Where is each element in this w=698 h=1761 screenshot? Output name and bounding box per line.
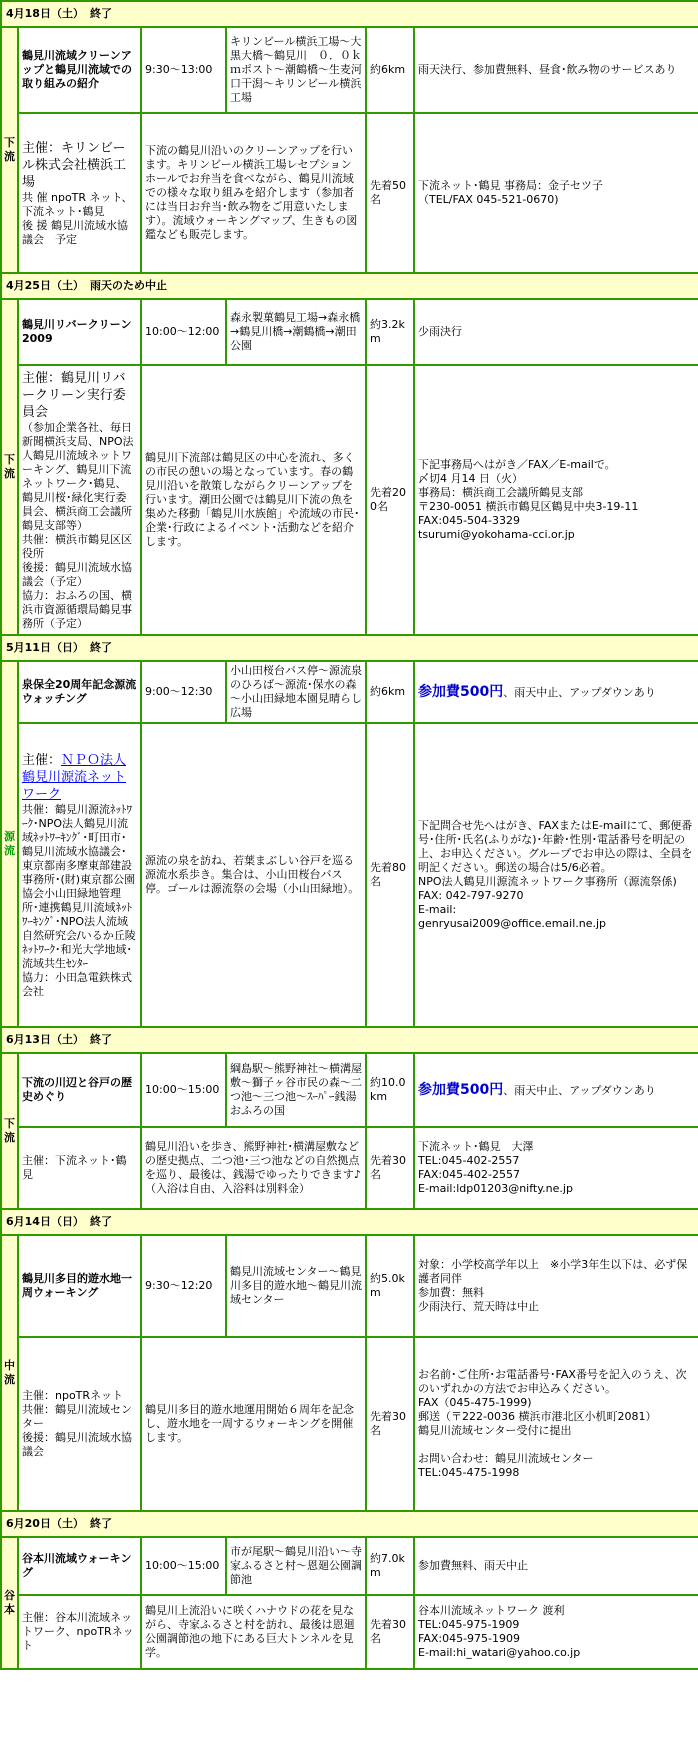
event-note: 参加費無料、雨天中止 <box>415 1538 698 1594</box>
date-header <box>2 1512 698 1536</box>
event-note: 対象：小学校高学年以上 ※小学3年生以下は、必ず保護者同伴 参加費：無料 少雨決行、荒天時は中止 <box>415 1236 698 1336</box>
event-note-text: 、雨天中止、アップダウンあり <box>503 685 656 699</box>
event-summary-row <box>2 1236 698 1336</box>
region-label: 源流 <box>2 662 17 1026</box>
event-title: 鶴見川リバークリーン2009 <box>19 300 140 364</box>
event-time: 10:00～15:00 <box>142 1538 225 1594</box>
event-organizer <box>19 366 140 634</box>
event-distance: 約6km <box>367 662 413 722</box>
event-title: 鶴見川流域クリーンアップと鶴見川流域での取り組みの紹介 <box>19 28 140 112</box>
organizer-sub: 共 催 npoTR ネット、下流ネット･鶴見 後 援 鶴見川流域水協議会 予定 <box>22 190 133 246</box>
event-detail-row <box>2 1338 698 1510</box>
date-header-row <box>2 1210 698 1234</box>
organizer-sub: （参加企業各社、毎日新聞横浜支局、NPO法人鶴見川流域ネットワーキング、鶴見川下流ネットワーク･鶴見、鶴見川桜･緑化実行委員会、横浜商工会議所鶴見支部等） 共催：横浜市鶴見区区役所 後援：鶴見川流域水協議会（予定） 協力：おふろの国、横浜市資源循環局鶴見事務所（予定） <box>22 420 134 630</box>
organizer-sub: 主催：npoTRネット 共催：鶴見川流域センター 後援：鶴見川流域水協議会 <box>22 1389 132 1458</box>
event-summary-row <box>2 662 698 722</box>
event-status: 終了 <box>89 1215 112 1228</box>
date-header-row <box>2 274 698 298</box>
event-time: 9:30～12:20 <box>142 1236 225 1336</box>
date-header <box>2 636 698 660</box>
event-note: 雨天決行、参加費無料、昼食･飲み物のサービスあり <box>415 28 698 112</box>
region-label: 谷本 <box>2 1538 17 1668</box>
date-header <box>2 2 698 26</box>
event-detail-row <box>2 1596 698 1668</box>
event-route: 綱島駅～熊野神社～横溝屋敷～獅子ヶ谷市民の森～二つ池～三つ池～ｽｰﾊﾟｰ銭湯おふろの国 <box>227 1054 365 1126</box>
event-route: 市が尾駅～鶴見川沿い～寺家ふるさと村～恩廻公園調節池 <box>227 1538 365 1594</box>
event-contact: 谷本川流域ネットワーク 渡利 TEL:045-975-1909 FAX:045-975-1909 E-mail:hi_watari@yahoo.co.jp <box>415 1596 698 1668</box>
event-date: 4月18日（土） <box>6 7 84 20</box>
event-date: 6月13日（土） <box>6 1033 84 1046</box>
event-organizer <box>19 1338 140 1510</box>
organizer-main: 主催：キリンビール株式会社横浜工場 <box>22 140 127 190</box>
event-time: 10:00～12:00 <box>142 300 225 364</box>
organizer-sub: 主催：谷本川流域ネットワーク、npoTRネット <box>22 1611 134 1652</box>
event-title: 谷本川流域ウォーキング <box>19 1538 140 1594</box>
organizer-main <box>22 752 137 803</box>
event-organizer <box>19 1128 140 1208</box>
date-header <box>2 1028 698 1052</box>
event-organizer <box>19 1596 140 1668</box>
event-status: 終了 <box>89 7 112 20</box>
event-organizer <box>19 724 140 1026</box>
event-route: キリンビール横浜工場～大黒大橋～鶴見川 ０．０ｋｍポスト～潮鶴橋～生麦河口干潟～キリンビール横浜工場 <box>227 28 365 112</box>
date-header-row <box>2 636 698 660</box>
event-time: 9:00～12:30 <box>142 662 225 722</box>
event-time: 9:30～13:00 <box>142 28 225 112</box>
event-description: 鶴見川多目的遊水地運用開始６周年を記念し、遊水地を一周するウォーキングを開催します。 <box>142 1338 365 1510</box>
event-route: 小山田桜台バス停～源流泉のひろば～源流･保水の森～小山田緑地本園見晴らし広場 <box>227 662 365 722</box>
event-description: 源流の泉を訪ね、若葉まぶしい谷戸を巡る源流水系歩き。集合は、小山田桜台バス停。ゴールは源流祭の会場（小山田緑地）。 <box>142 724 365 1026</box>
organizer-main: 主催：鶴見川リバークリーン実行委員会 <box>22 370 126 420</box>
event-date: 4月25日（土） <box>6 279 84 292</box>
event-status: 雨天のため中止 <box>89 279 167 292</box>
date-header-row <box>2 2 698 26</box>
event-capacity: 先着30名 <box>367 1596 413 1668</box>
event-status: 終了 <box>89 641 112 654</box>
event-description: 鶴見川上流沿いに咲くハナウドの花を見ながら、寺家ふるさと村を訪れ、最後は恩廻公園調節池の地下にある巨大トンネルを見学。 <box>142 1596 365 1668</box>
region-label: 下流 <box>2 300 17 634</box>
date-header <box>2 1210 698 1234</box>
event-status: 終了 <box>89 1033 112 1046</box>
event-distance: 約10.0km <box>367 1054 413 1126</box>
event-note-text: 、雨天中止、アップダウンあり <box>503 1083 656 1097</box>
event-organizer <box>19 114 140 272</box>
event-capacity: 先着30名 <box>367 1338 413 1510</box>
date-header <box>2 274 698 298</box>
event-summary-row <box>2 1538 698 1594</box>
event-distance: 約6km <box>367 28 413 112</box>
event-note <box>415 1054 698 1126</box>
event-detail-row <box>2 114 698 272</box>
event-date: 5月11日（日） <box>6 641 84 654</box>
event-distance: 約7.0km <box>367 1538 413 1594</box>
organizer-sub: 共催：鶴見川源流ﾈｯﾄﾜｰｸ･NPO法人鶴見川流域ﾈｯﾄﾜｰｷﾝｸﾞ･町田市･鶴見川流域水協議会･東京都南多摩東部建設事務所･(財)東京都公園協会小山田緑地管理所･連携鶴見川流域ﾈｯﾄﾜｰｷﾝｸﾞ･NPO法人流域自然研究会/いるか丘陵ﾈｯﾄﾜｰｸ･和光大学地域･流域共生ｾﾝﾀｰ 協力：小田急電鉄株式会社 <box>22 802 136 998</box>
event-summary-row <box>2 300 698 364</box>
event-capacity: 先着80名 <box>367 724 413 1026</box>
event-distance: 約5.0km <box>367 1236 413 1336</box>
event-fee: 参加費500円 <box>418 1081 504 1098</box>
event-description: 鶴見川下流部は鶴見区の中心を流れ、多くの市民の憩いの場となっています。春の鶴見川沿いを散策しながらクリーンアップを行います。潮田公園では鶴見川下流の魚を集めた移動「鶴見川水族館」や流域の市民･企業･行政によるイベント･活動などを紹介します。 <box>142 366 365 634</box>
event-title: 鶴見川多目的遊水地一周ウォーキング <box>19 1236 140 1336</box>
event-route: 鶴見川流域センター～鶴見川多目的遊水地～鶴見川流域センター <box>227 1236 365 1336</box>
event-date: 6月14日（日） <box>6 1215 84 1228</box>
event-note: 少雨決行 <box>415 300 698 364</box>
event-contact: 下記問合せ先へはがき、FAXまたはE-mailにて、郵便番号･住所･氏名(ふりがな)･年齢･性別･電話番号を明記の上、お申込ください。グループでお申込の際は、全員を明記ください。郵送の場合は5/6必着。 NPO法人鶴見川源流ネットワーク事務所（源流祭係) FAX: 042-797-9270 E-mail: genryusai2009@office.email.ne.jp <box>415 724 698 1026</box>
event-date: 6月20日（土） <box>6 1517 84 1530</box>
date-header-row <box>2 1028 698 1052</box>
event-detail-row <box>2 724 698 1026</box>
event-distance: 約3.2km <box>367 300 413 364</box>
region-label: 中流 <box>2 1236 17 1510</box>
event-title: 泉保全20周年記念源流ウォッチング <box>19 662 140 722</box>
event-note <box>415 662 698 722</box>
event-contact: 下流ネット･鶴見 事務局：金子セツ子 （TEL/FAX 045-521-0670) <box>415 114 698 272</box>
organizer-main: 主催：下流ネット･鶴見 <box>22 1154 127 1181</box>
region-label: 下流 <box>2 28 17 272</box>
event-status: 終了 <box>89 1517 112 1530</box>
organizer-prefix: 主催： <box>22 752 62 768</box>
region-label: 下流 <box>2 1054 17 1208</box>
event-contact: 下流ネット･鶴見 大澤 TEL:045-402-2557 FAX:045-402-2557 E-mail:ldp01203@nifty.ne.jp <box>415 1128 698 1208</box>
event-detail-row <box>2 1128 698 1208</box>
event-contact: お名前･ご住所･お電話番号･FAX番号を記入のうえ、次のいずれかの方法でお申込みください。 FAX（045-475-1999) 郵送（〒222-0036 横浜市港北区小机町2081） 鶴見川流域センター受付に提出 お問い合わせ：鶴見川流域センター TEL:045-475-1998 <box>415 1338 698 1510</box>
event-capacity: 先着200名 <box>367 366 413 634</box>
event-route: 森永製菓鶴見工場→森永橋→鶴見川橋→潮鶴橋→潮田公園 <box>227 300 365 364</box>
event-contact: 下記事務局へはがき／FAX／E-mailで。 〆切4 月14 日（火） 事務局：横浜商工会議所鶴見支部 〒230-0051 横浜市鶴見区鶴見中央3-19-11 FAX:045-504-3329 tsurumi@yokohama-cci.or.jp <box>415 366 698 634</box>
event-summary-row <box>2 28 698 112</box>
date-header-row <box>2 1512 698 1536</box>
event-capacity: 先着30名 <box>367 1128 413 1208</box>
event-fee: 参加費500円 <box>418 683 504 700</box>
event-description: 下流の鶴見川沿いのクリーンアップを行います。キリンビール横浜工場レセプションホールでお弁当を食べながら、鶴見川流域での様々な取り組みを紹介します（参加者には当日お弁当･飲み物をご用意いたします）。流域ウォーキングマップ、生きもの図鑑なども販売します。 <box>142 114 365 272</box>
event-title: 下流の川辺と谷戸の歴史めぐり <box>19 1054 140 1126</box>
event-description: 鶴見川沿いを歩き、熊野神社･横溝屋敷などの歴史拠点、二つ池･三つ池などの自然拠点を巡り、最後は、銭湯でゆったりできます♪（入浴は自由、入浴料は別料金） <box>142 1128 365 1208</box>
organizer-link[interactable]: ＮＰＯ法人鶴見川源流ネットワーク <box>22 752 127 802</box>
event-detail-row <box>2 366 698 634</box>
event-summary-row <box>2 1054 698 1126</box>
event-capacity: 先着50名 <box>367 114 413 272</box>
event-time: 10:00～15:00 <box>142 1054 225 1126</box>
